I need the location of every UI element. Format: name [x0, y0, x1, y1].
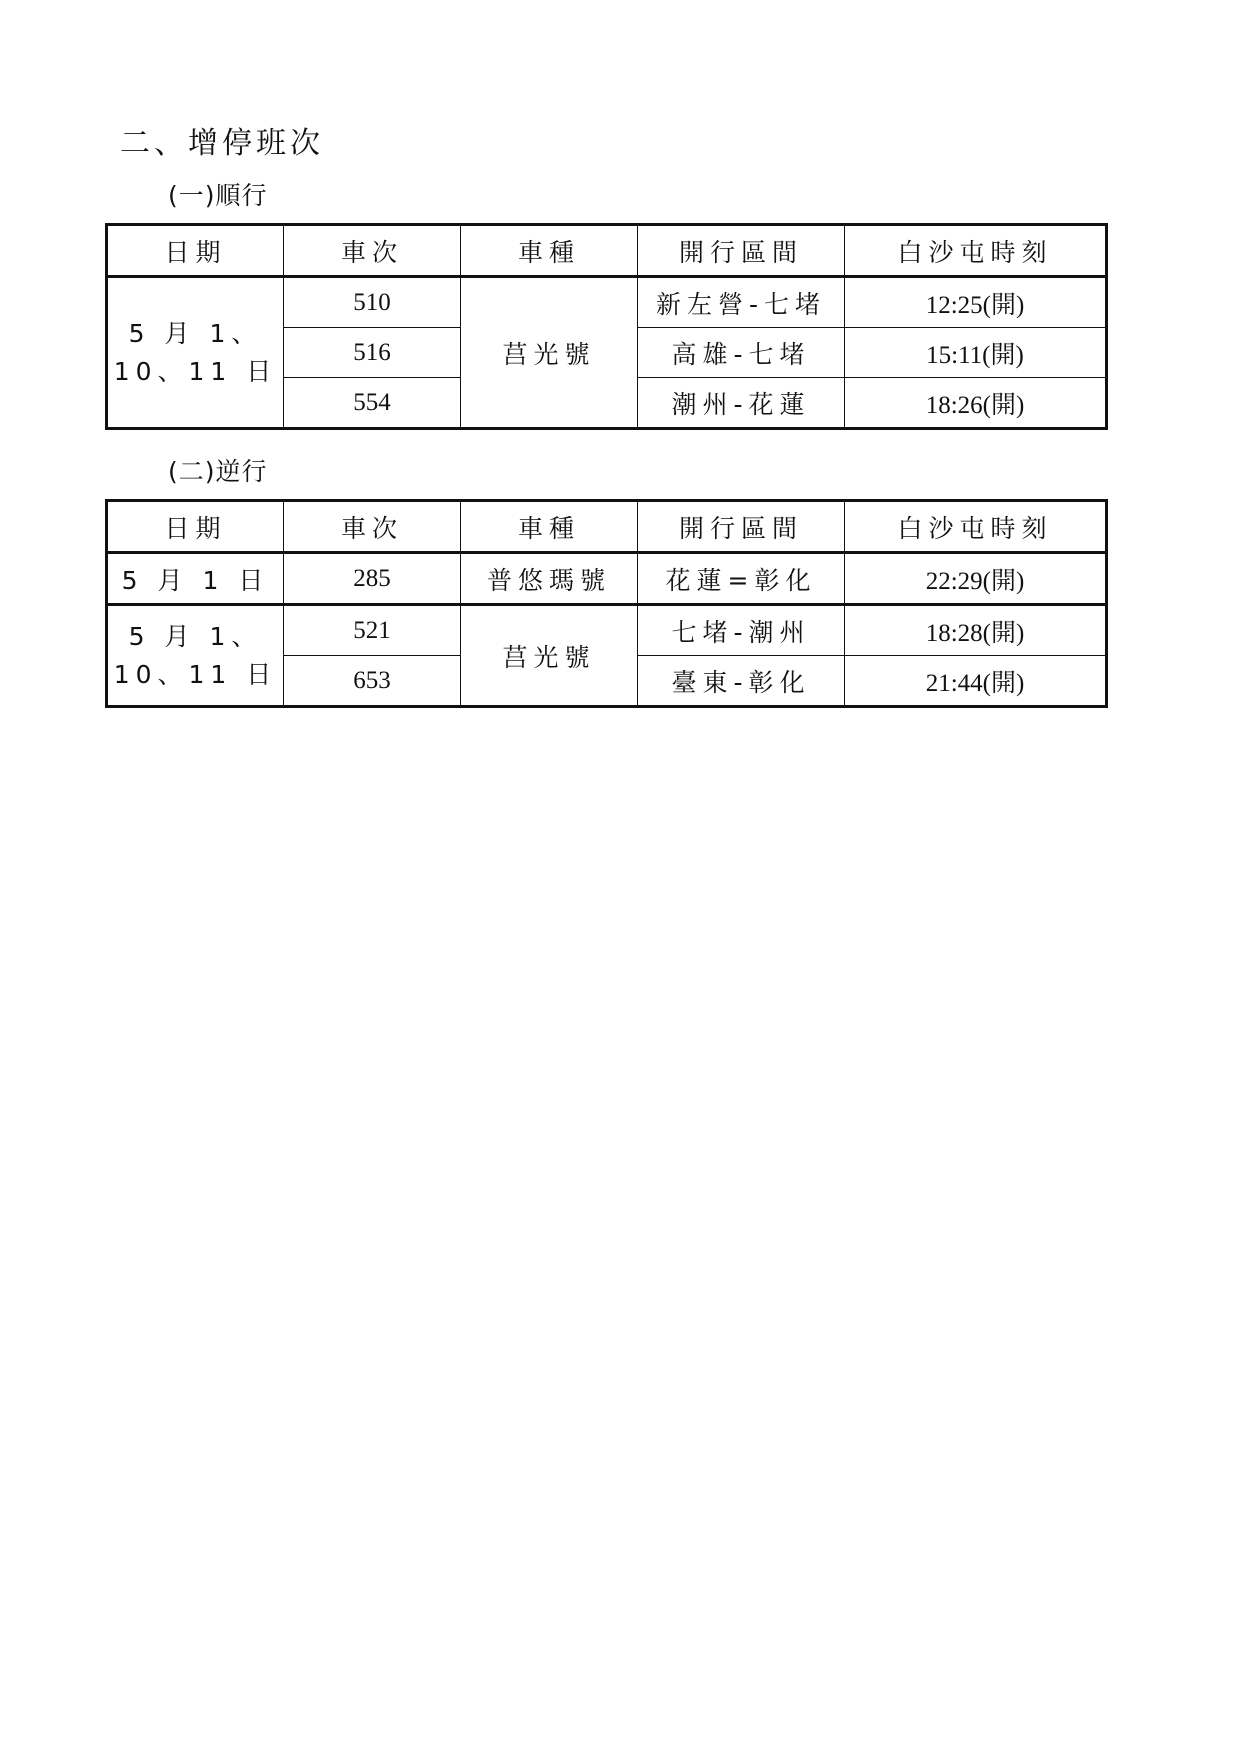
header-date: 日期 [107, 225, 284, 277]
schedule-table-southbound [105, 499, 1108, 708]
subsection-title-northbound: (一)順行 [168, 181, 268, 210]
train-no-cell: 516 [284, 328, 461, 378]
route-cell: 潮州-花蓮 [638, 378, 845, 429]
date-cell: 5 月 1 日 [107, 553, 284, 605]
train-no-cell: 521 [284, 605, 461, 656]
time-cell: 21:44(開) [845, 656, 1107, 707]
route-cell: 七堵-潮州 [638, 605, 845, 656]
train-no-cell: 653 [284, 656, 461, 707]
train-type-cell: 莒光號 [461, 277, 638, 429]
header-time: 白沙屯時刻 [845, 225, 1107, 277]
time-cell: 15:11(開) [845, 328, 1107, 378]
schedule-table-northbound [105, 223, 1108, 430]
time-cell: 12:25(開) [845, 277, 1107, 328]
time-cell: 22:29(開) [845, 553, 1107, 605]
date-line-1: 5 月 1、 [128, 318, 263, 348]
train-no-cell: 554 [284, 378, 461, 429]
train-no-cell: 285 [284, 553, 461, 605]
header-route: 開行區間 [638, 501, 845, 553]
table-row [107, 605, 1107, 656]
header-route: 開行區間 [638, 225, 845, 277]
header-train-no: 車次 [284, 225, 461, 277]
section-heading: 二、增停班次 [120, 126, 324, 161]
header-date: 日期 [107, 501, 284, 553]
time-cell: 18:28(開) [845, 605, 1107, 656]
date-cell [107, 277, 284, 429]
route-cell: 高雄-七堵 [638, 328, 845, 378]
date-line-1: 5 月 1、 [128, 621, 263, 651]
train-type-cell: 普悠瑪號 [461, 553, 638, 605]
date-line-2: 10、11 日 [113, 659, 278, 689]
train-type-cell: 莒光號 [461, 605, 638, 707]
date-line-2: 10、11 日 [113, 356, 278, 386]
subsection-title-southbound: (二)逆行 [168, 457, 268, 486]
route-cell: 新左營-七堵 [638, 277, 845, 328]
header-time: 白沙屯時刻 [845, 501, 1107, 553]
train-no-cell: 510 [284, 277, 461, 328]
date-cell [107, 605, 284, 707]
table-row [107, 277, 1107, 328]
table-header-row [107, 501, 1107, 553]
route-cell: 臺東-彰化 [638, 656, 845, 707]
header-train-type: 車種 [461, 501, 638, 553]
route-cell: 花蓮=彰化 [638, 553, 845, 605]
header-train-no: 車次 [284, 501, 461, 553]
table-row [107, 553, 1107, 605]
time-cell: 18:26(開) [845, 378, 1107, 429]
header-train-type: 車種 [461, 225, 638, 277]
table-header-row [107, 225, 1107, 277]
